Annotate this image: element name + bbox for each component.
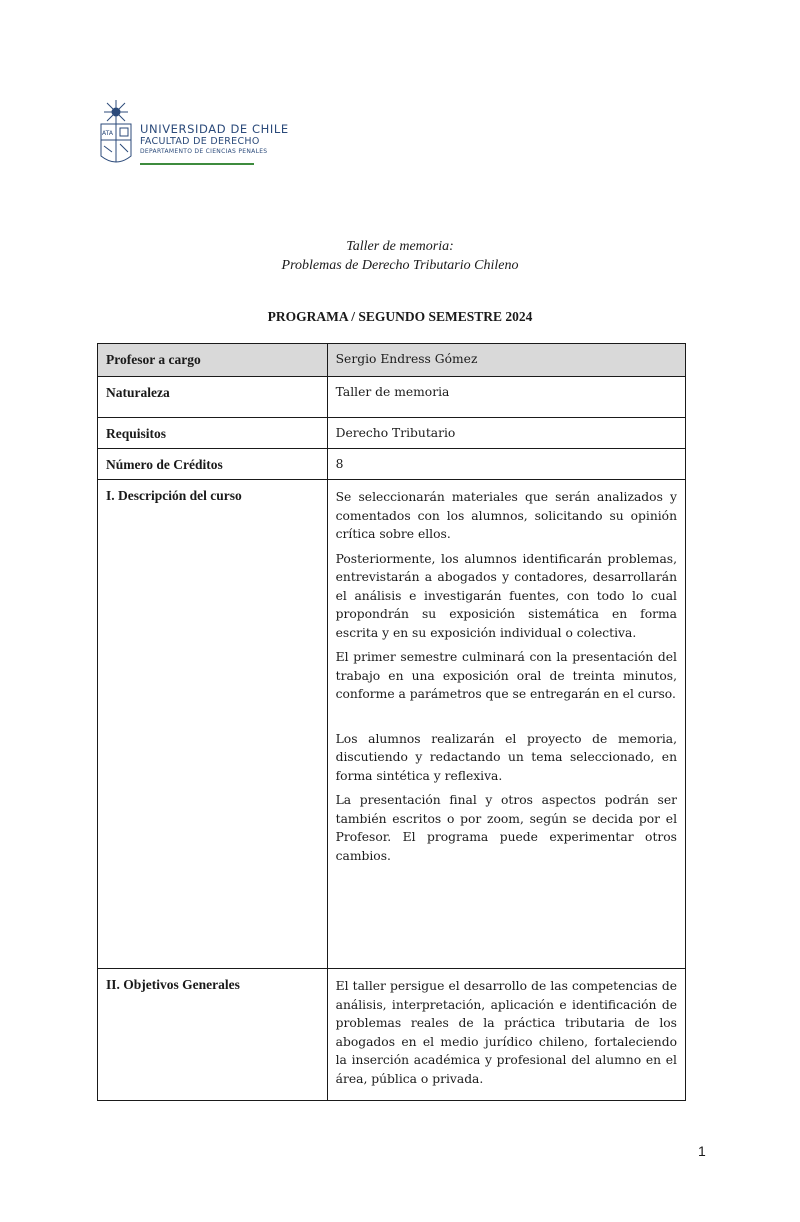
objectives-content: [327, 969, 685, 1101]
table-row: [98, 344, 686, 377]
description-label: I. Descripción del curso: [98, 480, 328, 969]
row-label: Naturaleza: [98, 377, 328, 418]
table-row: [98, 377, 686, 418]
crest-text: ATA: [102, 130, 113, 137]
description-paragraph: El primer semestre culminará con la presentación del trabajo en una exposición oral de treinta minutos, conforme a parámetros que se entregarán en el curso.: [335, 650, 677, 701]
objectives-text: El taller persigue el desarrollo de las competencias de análisis, interpretación, aplicación e identificación de problemas reales de la práctica tributaria de los abogados en el medio jurídico chileno, fortaleciendo la inserción académica y profesional del alumno en el área, pública o privada.: [335, 979, 677, 1086]
description-paragraph: Se seleccionarán materiales que serán analizados y comentados con los alumnos, solicitando su opinión crítica sobre ellos.: [335, 490, 677, 541]
university-logo: [98, 100, 288, 170]
program-heading: PROGRAMA / SEGUNDO SEMESTRE 2024: [267, 309, 533, 324]
table-row: [98, 418, 686, 449]
description-paragraph: La presentación final y otros aspectos podrán ser también escritos o por zoom, según se decida por el Profesor. El programa puede experimentar otros cambios.: [335, 793, 677, 863]
table-row: [98, 969, 686, 1101]
row-value: Derecho Tributario: [327, 418, 685, 449]
title-line-2: Problemas de Derecho Tributario Chileno: [281, 258, 519, 273]
description-paragraph: Posteriormente, los alumnos identificarán problemas, entrevistarán a abogados y contadores, desarrollarán el análisis e investigarán fuentes, con todo lo cual propondrán su exposición sistemática en forma escrita y en su exposición individual o colectiva.: [335, 551, 677, 640]
row-value: 8: [327, 449, 685, 480]
objectives-label: II. Objetivos Generales: [98, 969, 328, 1101]
row-value: Taller de memoria: [327, 377, 685, 418]
page-number: 1: [698, 1143, 706, 1159]
course-title: [0, 237, 800, 275]
description-paragraph: Los alumnos realizarán el proyecto de memoria, discutiendo y redactando un tema seleccionado, en forma sintética y reflexiva.: [335, 731, 677, 783]
brand-divider: [140, 163, 254, 165]
department-name: DEPARTAMENTO DE CIENCIAS PENALES: [140, 148, 268, 155]
table-row: [98, 449, 686, 480]
course-info-table: [97, 343, 686, 1101]
row-label: Profesor a cargo: [98, 344, 328, 377]
title-line-1: Taller de memoria:: [346, 239, 454, 254]
table-row: [98, 480, 686, 969]
row-label: Número de Créditos: [98, 449, 328, 480]
university-name: UNIVERSIDAD DE CHILE: [140, 122, 289, 136]
faculty-name: FACULTAD DE DERECHO: [140, 136, 260, 147]
row-label: Requisitos: [98, 418, 328, 449]
description-content: [327, 480, 685, 969]
university-crest-icon: [98, 100, 134, 170]
row-value: Sergio Endress Gómez: [327, 344, 685, 377]
